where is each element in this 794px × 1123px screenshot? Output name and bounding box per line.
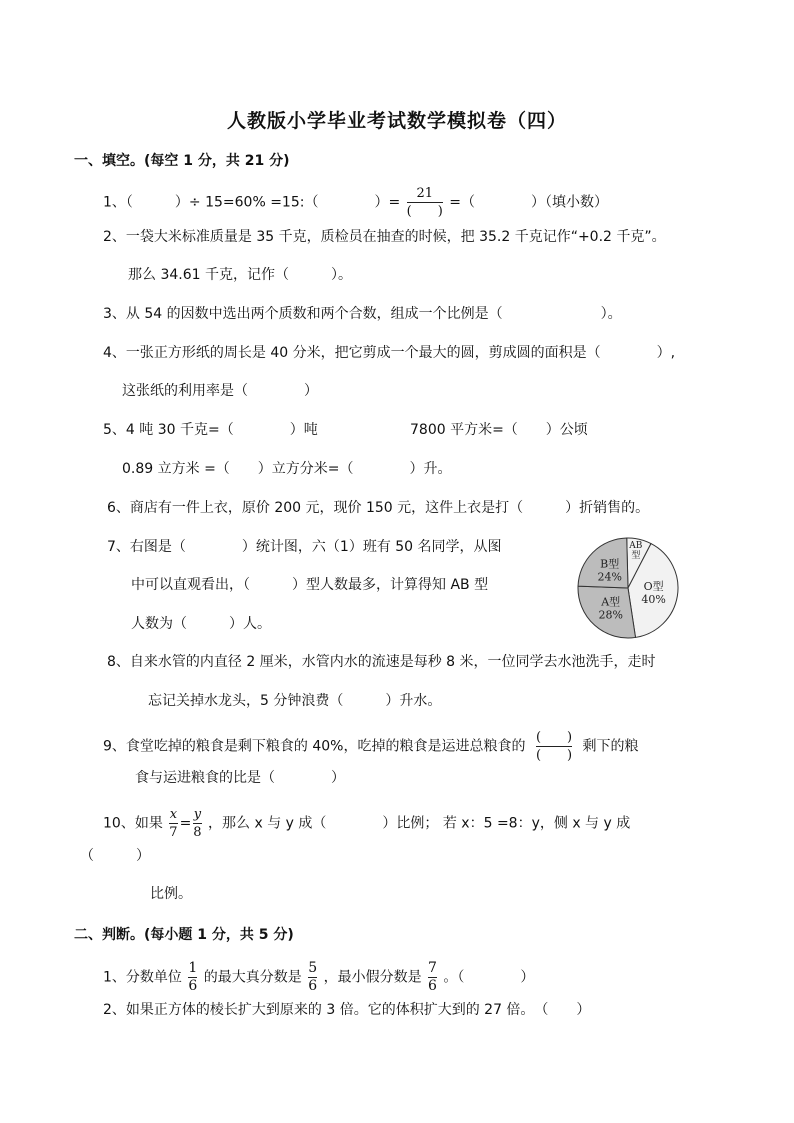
fraction-denominator: 7	[169, 825, 178, 840]
question-9-line-1	[103, 730, 639, 763]
pie-label-percent: 28%	[598, 608, 623, 622]
fraction-bar	[193, 823, 201, 824]
fraction-numerator: 5	[308, 960, 318, 976]
question-1-text-b: =（ ）（填小数）	[449, 194, 608, 211]
question-10-text-b: ，那么 x 与 y 成（ ）比例； 若 x：5 =8：y，侧 x 与 y 成	[208, 815, 631, 832]
judgement-1-text-b: 的最大真分数是	[203, 969, 302, 986]
question-9-text-a: 9、食堂吃掉的粮食是剩下粮食的 40%，吃掉的粮食是运进总粮食的	[103, 738, 526, 755]
question-8-line-1: 8、自来水管的内直径 2 厘米，水管内水的流速是每秒 8 米，一位同学去水池洗手，走时	[107, 654, 656, 670]
page-title: 人教版小学毕业考试数学模拟卷（四）	[226, 110, 567, 132]
pie-label-sub: 型	[631, 550, 641, 561]
fraction-denominator: 6	[428, 978, 437, 994]
question-7-line-2: 中可以直观看出，（ ）型人数最多，计算得知 AB 型	[131, 577, 489, 593]
question-5-line-1a: 5、4 吨 30 千克=（ ）吨	[103, 422, 318, 438]
judgement-1-text-c: ，最小假分数是	[323, 969, 422, 986]
question-4-line-1: 4、一张正方形纸的周长是 40 分米，把它剪成一个最大的圆，剪成圆的面积是（ ）,	[103, 345, 676, 361]
pie-label-percent: 24%	[597, 570, 622, 584]
fraction-seven-sixths	[428, 961, 437, 994]
question-1	[103, 186, 608, 219]
fraction-bar	[407, 202, 443, 203]
question-10-text-a: 10、如果	[103, 815, 163, 832]
fraction-numerator: 1	[188, 960, 198, 976]
question-2-line-1: 2、一袋大米标准质量是 35 千克，质检员在抽查的时候，把 35.2 千克记作“+0.2 千克”。	[103, 229, 666, 245]
question-9-text-b: 剩下的粮	[582, 738, 639, 755]
fraction-denominator: ( )	[406, 204, 443, 219]
judgement-1-text-d: 。（ ）	[443, 969, 535, 986]
question-8-line-2: 忘记关掉水龙头，5 分钟浪费（ ）升水。	[148, 693, 442, 709]
fraction-numerator: ( )	[535, 730, 573, 745]
question-9-line-2: 食与运进粮食的比是（ ）	[135, 770, 345, 786]
judgement-2: 2、如果正方体的棱长扩大到原来的 3 倍。它的体积扩大到的 27 倍。 （ ）	[103, 1002, 591, 1018]
section-heading-fill-blank: 一、填空。(每空 1 分，共 21 分)	[74, 153, 290, 169]
judgement-1-text-a: 1、分数单位	[103, 969, 182, 986]
pie-label-percent: 40%	[641, 593, 666, 607]
question-3: 3、从 54 的因数中选出两个质数和两个合数，组成一个比例是（ ）。	[103, 306, 622, 322]
equals-sign: =	[179, 815, 192, 832]
question-6: 6、商店有一件上衣，原价 200 元，现价 150 元，这件上衣是打（ ）折销售的。	[107, 500, 650, 516]
fraction-numerator: y	[193, 807, 202, 822]
question-1-fraction	[407, 186, 443, 219]
fraction-x-over-7	[169, 807, 177, 840]
fraction-bar	[169, 823, 177, 824]
section-heading-judgement: 二、判断。(每小题 1 分，共 5 分)	[74, 927, 294, 943]
question-4-line-2: 这张纸的利用率是（ ）	[122, 383, 318, 399]
fraction-numerator: 21	[416, 186, 433, 201]
question-5-line-2: 0.89 立方米 =（ ）立方分米=（ ）升。	[122, 461, 452, 477]
pie-label-name: AB	[629, 540, 643, 551]
fraction-denominator: ( )	[535, 748, 573, 763]
fraction-bar	[536, 746, 572, 747]
judgement-1	[103, 961, 534, 994]
fraction-denominator: 6	[188, 978, 198, 994]
fraction-one-sixth	[188, 961, 197, 994]
fraction-five-sixths	[308, 961, 317, 994]
pie-label-name: O型	[643, 580, 664, 594]
question-5-line-1b: 7800 平方米=（ ）公顷	[410, 422, 588, 438]
question-1-text-a: 1、（ ）÷ 15=60% =15:（ ）=	[103, 194, 401, 211]
question-9-fraction	[536, 730, 572, 763]
blood-type-pie-chart	[573, 536, 683, 640]
question-10-line-2: （ ）	[80, 848, 150, 864]
fraction-denominator: 8	[193, 825, 202, 840]
pie-label-name: B型	[600, 557, 620, 571]
question-10-line-1	[103, 807, 630, 840]
fraction-numerator: x	[169, 807, 178, 822]
question-7-line-3: 人数为（ ）人。	[131, 616, 271, 632]
fraction-denominator: 6	[308, 978, 318, 994]
fraction-y-over-8	[193, 807, 201, 840]
question-7-line-1: 7、右图是（ ）统计图，六（1）班有 50 名同学，从图	[107, 539, 502, 555]
fraction-numerator: 7	[428, 960, 437, 976]
question-10-line-3: 比例。	[150, 886, 192, 902]
question-2-line-2: 那么 34.61 千克，记作（ ）。	[128, 267, 352, 283]
pie-label-name: A型	[601, 595, 621, 609]
